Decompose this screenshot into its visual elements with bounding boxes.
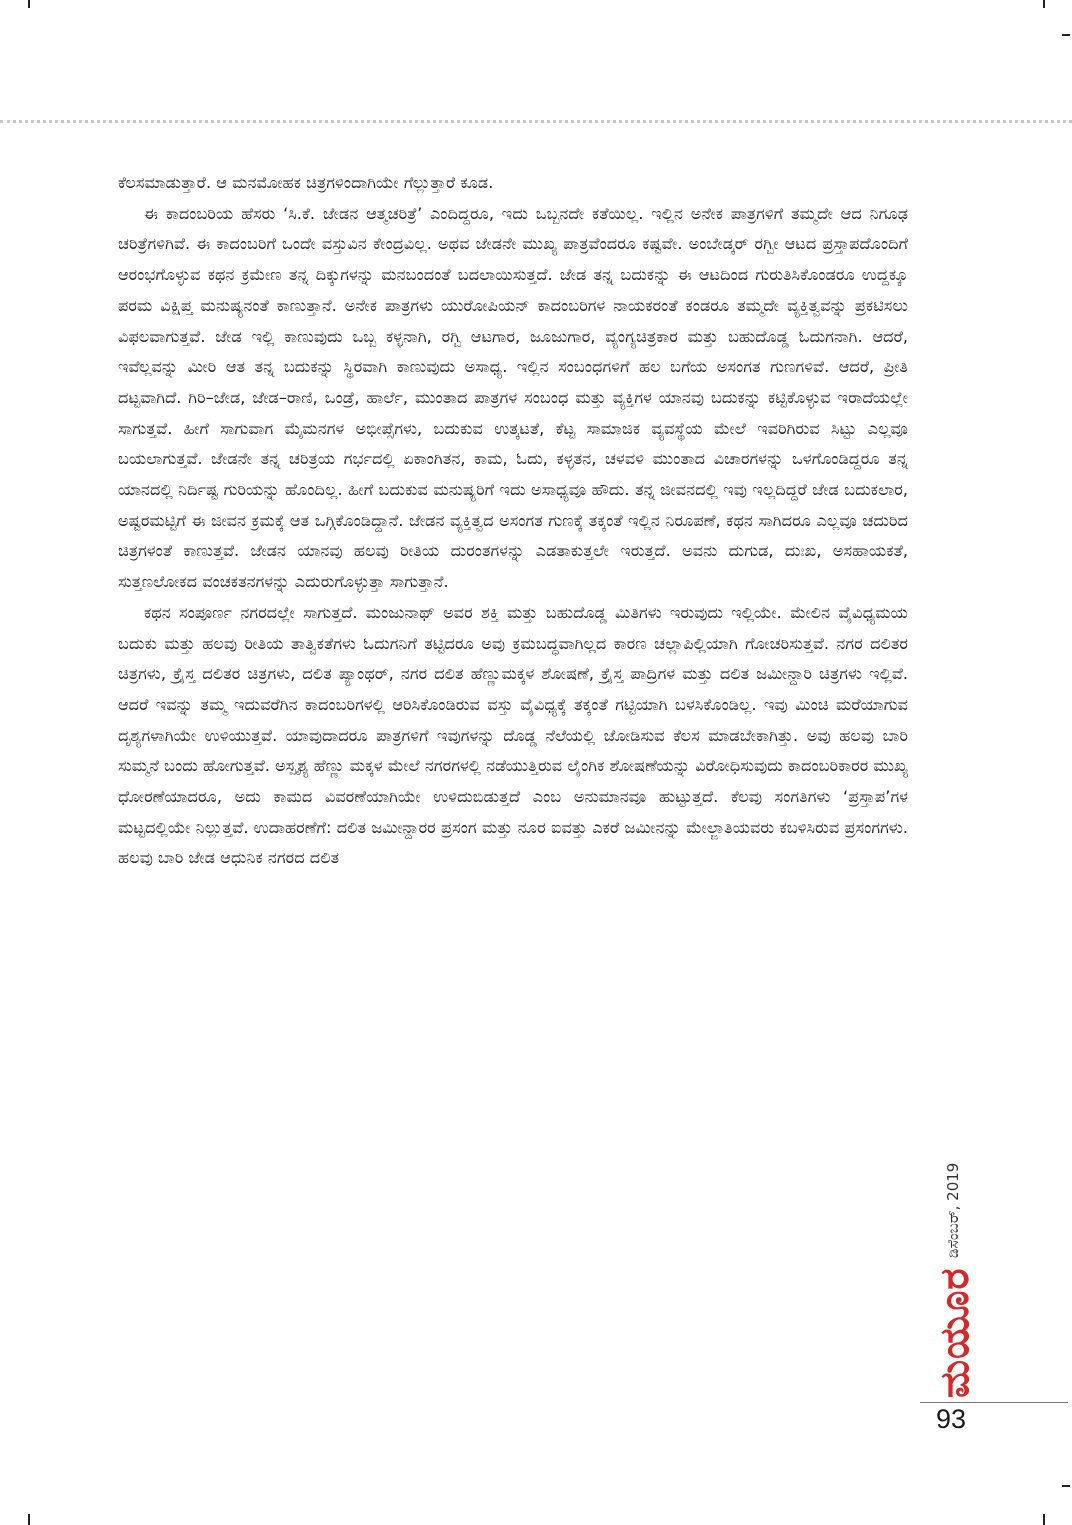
article-paragraph-2: ಈ ಕಾದಂಬರಿಯ ಹೆಸರು ‘ಸಿ.ಕೆ. ಜೇಡನ ಆತ್ಮಚರಿತ್ರೆ’ ಎಂದಿದ್ದರೂ, ಇದು ಒಬ್ಬನದೇ ಕತೆಯಿಲ್ಲ. ಇಲ್ಲಿನ ಅನೇಕ ಪಾತ್ರಗಳಿಗೆ ತಮ್ಮದೇ ಆದ ನಿಗೂಢ ಚರಿತ್ರೆಗಳಿಗಿವೆ. ಈ ಕಾದಂಬರಿಗೆ ಒಂದೇ ವಸ್ತುವಿನ ಕೇಂದ್ರವಿಲ್ಲ. ಅಥವ ಜೇಡನೇ ಮುಖ್ಯ ಪಾತ್ರವೆಂದರೂ ಕಷ್ಟವೇ. ಅಂಬೇಡ್ಕರ್ ರಗ್ಬೀ ಆಟದ ಪ್ರಸ್ತಾಪದೊಂದಿಗೆ ಆರಂಭಗೊಳ್ಳುವ ಕಥನ ಕ್ರಮೇಣ ತನ್ನ ದಿಕ್ಕುಗಳನ್ನು ಮನಬಂದಂತೆ ಬದಲಾಯಿಸುತ್ತದೆ. ಜೇಡ ತನ್ನ ಬದುಕನ್ನು ಈ ಆಟದಿಂದ ಗುರುತಿಸಿಕೊಂಡರೂ ಉದ್ದಕ್ಕೂ ಪರಮ ವಿಕ್ಷಿಪ್ತ ಮನುಷ್ಯನಂತೆ ಕಾಣುತ್ತಾನೆ. ಅನೇಕ ಪಾತ್ರಗಳು ಯುರೋಪಿಯನ್ ಕಾದಂಬರಿಗಳ ನಾಯಕರಂತೆ ಕಂಡರೂ ತಮ್ಮದೇ ವ್ಯಕ್ತಿತ್ವವನ್ನು ಪ್ರಕಟಿಸಲು ವಿಫಲವಾಗುತ್ತವೆ. ಜೇಡ ಇಲ್ಲಿ ಕಾಣುವುದು ಒಬ್ಬ ಕಳ್ಳನಾಗಿ, ರಗ್ಬಿ ಆಟಗಾರ, ಜೂಜುಗಾರ, ವ್ಯಂಗ್ಯಚಿತ್ರಕಾರ ಮತ್ತು ಬಹುದೊಡ್ಡ ಓದುಗನಾಗಿ. ಆದರೆ, ಇವೆಲ್ಲವನ್ನು ಮೀರಿ ಆತ ತನ್ನ ಬದುಕನ್ನು ಸ್ಥಿರವಾಗಿ ಕಾಣುವುದು ಅಸಾಧ್ಯ. ಇಲ್ಲಿನ ಸಂಬಂಧಗಳಿಗೆ ಹಲ ಬಗೆಯ ಅಸಂಗತ ಗುಣಗಳಿವೆ. ಆದರೆ, ಪ್ರೀತಿ ದಟ್ಟವಾಗಿದೆ. ಗಿರಿ–ಜೇಡ, ಜೇಡ–ರಾಣಿ, ಒಂಡ್ರೆ, ಹಾರ್ಲೆ, ಮುಂತಾದ ಪಾತ್ರಗಳ ಸಂಬಂಧ ಮತ್ತು ವ್ಯಕ್ತಿಗಳ ಯಾನವು ಬದುಕನ್ನು ಕಟ್ಟಿಕೊಳ್ಳುವ ಇರಾದೆಯಲ್ಲೇ ಸಾಗುತ್ತವೆ. ಹೀಗೆ ಸಾಗುವಾಗ ಮೈಮನಗಳ ಅಭೀಪ್ಸೆಗಳು, ಬದುಕುವ ಉತ್ಕಟತೆ, ಕೆಟ್ಟ ಸಾಮಾಜಿಕ ವ್ಯವಸ್ಥೆಯ ಮೇಲೆ ಇವರಿಗಿರುವ ಸಿಟ್ಟು ಎಲ್ಲವೂ ಬಯಲಾಗುತ್ತವೆ. ಜೇಡನೇ ತನ್ನ ಚರಿತ್ರಯ ಗರ್ಭದಲ್ಲಿ ಏಕಾಂಗಿತನ, ಕಾಮ, ಓದು, ಕಳ್ಳತನ, ಚಳವಳಿ ಮುಂತಾದ ವಿಚಾರಗಳನ್ನು ಒಳಗೊಂಡಿದ್ದರೂ ತನ್ನ ಯಾನದಲ್ಲಿ ನಿರ್ದಿಷ್ಟ ಗುರಿಯನ್ನು ಹೊಂದಿಲ್ಲ. ಹೀಗೆ ಬದುಕುವ ಮನುಷ್ಯರಿಗೆ ಇದು ಅಸಾಧ್ಯವೂ ಹೌದು. ತನ್ನ ಜೀವನದಲ್ಲಿ ಇವು ಇಲ್ಲದಿದ್ದರೆ ಜೇಡ ಬದುಕಲಾರ, ಅಷ್ಟರಮಟ್ಟಿಗೆ ಈ ಜೀವನ ಕ್ರಮಕ್ಕೆ ಆತ ಒಗ್ಗಿಕೊಂಡಿದ್ದಾನೆ. ಜೇಡನ ವ್ಯಕ್ತಿತ್ವದ ಅಸಂಗತ ಗುಣಕ್ಕೆ ತಕ್ಕಂತೆ ಇಲ್ಲಿನ ನಿರೂಪಣೆ, ಕಥನ ಸಾಗಿದರೂ ಎಲ್ಲವೂ ಚದುರಿದ ಚಿತ್ರಗಳಂತೆ ಕಾಣುತ್ತವೆ. ಜೇಡನ ಯಾನವು ಹಲವು ರೀತಿಯ ದುರಂತಗಳನ್ನು ಎಡತಾಕುತ್ತಲೇ ಇರುತ್ತದೆ. ಅವನು ದುಗುಡ, ದುಃಖ, ಅಸಹಾಯಕತೆ, ಸುತ್ತಣಲೋಕದ ವಂಚಕತನಗಳನ್ನು ಎದುರುಗೊಳ್ಳುತ್ತಾ ಸಾಗುತ್ತಾನೆ.	[118, 203, 908, 592]
article-paragraph-3: ಕಥನ ಸಂಪೂರ್ಣ ನಗರದಲ್ಲೇ ಸಾಗುತ್ತದೆ. ಮಂಜುನಾಥ್ ಅವರ ಶಕ್ತಿ ಮತ್ತು ಬಹುದೊಡ್ಡ ಮಿತಿಗಳು ಇರುವುದು ಇಲ್ಲಿಯೇ. ಮೇಲಿನ ವೈವಿಧ್ಯಮಯ ಬದುಕು ಮತ್ತು ಹಲವು ರೀತಿಯ ತಾತ್ವಿಕತೆಗಳು ಓದುಗನಿಗೆ ತಟ್ಟಿದರೂ ಅವು ಕ್ರಮಬದ್ಧವಾಗಿಲ್ಲದ ಕಾರಣ ಚಲ್ಲಾಪಿಲ್ಲಿಯಾಗಿ ಗೋಚರಿಸುತ್ತವೆ. ನಗರ ದಲಿತರ ಚಿತ್ರಗಳು, ಕ್ರೈಸ್ತ ದಲಿತರ ಚಿತ್ರಗಳು, ದಲಿತ ಪ್ಯಾಂಥರ್, ನಗರ ದಲಿತ ಹೆಣ್ಣುಮಕ್ಕಳ ಶೋಷಣೆ, ಕ್ರೈಸ್ತ ಪಾದ್ರಿಗಳ ಮತ್ತು ದಲಿತ ಜಮೀನ್ದಾರಿ ಚಿತ್ರಗಳು ಇಲ್ಲಿವೆ. ಆದರೆ ಇವನ್ನು ತಮ್ಮ ಇದುವರೆಗಿನ ಕಾದಂಬರಿಗಳಲ್ಲಿ ಆರಿಸಿಕೊಂಡಿರುವ ವಸ್ತು ವೈವಿಧ್ಯಕ್ಕೆ ತಕ್ಕಂತೆ ಗಟ್ಟಿಯಾಗಿ ಬಳಸಿಕೊಂಡಿಲ್ಲ. ಇವು ಮಿಂಚಿ ಮರೆಯಾಗುವ ದೃಶ್ಯಗಳಾಗಿಯೇ ಉಳಿಯುತ್ತವೆ. ಯಾವುದಾದರೂ ಪಾತ್ರಗಳಿಗೆ ಇವುಗಳನ್ನು ದೊಡ್ಡ ನೆಲೆಯಲ್ಲಿ ಜೋಡಿಸುವ ಕೆಲಸ ಮಾಡಬೇಕಾಗಿತ್ತು. ಅವು ಹಲವು ಬಾರಿ ಸುಮ್ಮನೆ ಬಂದು ಹೋಗುತ್ತವೆ. ಅಸ್ಪೃಶ್ಯ ಹೆಣ್ಣು ಮಕ್ಕಳ ಮೇಲೆ ನಗರಗಳಲ್ಲಿ ನಡೆಯುತ್ತಿರುವ ಲೈಂಗಿಕ ಶೋಷಣೆಯನ್ನು ವಿರೋಧಿಸುವುದು ಕಾದಂಬರಿಕಾರರ ಮುಖ್ಯ ಧೋರಣೆಯಾದರೂ, ಅದು ಕಾಮದ ವಿವರಣೆಯಾಗಿಯೇ ಉಳಿದುಬಿಡುತ್ತದೆ ಎಂಬ ಅನುಮಾನವೂ ಹುಟ್ಟುತ್ತದೆ. ಕೆಲವು ಸಂಗತಿಗಳು ‘ಪ್ರಸ್ತಾಪ’ಗಳ ಮಟ್ಟದಲ್ಲಿಯೇ ನಿಲ್ಲುತ್ತವೆ. ಉದಾಹರಣೆಗೆ: ದಲಿತ ಜಮೀನ್ದಾರರ ಪ್ರಸಂಗ ಮತ್ತು ನೂರ ಐವತ್ತು ಎಕರೆ ಜಮೀನನ್ನು ಮೇಲ್ಜಾತಿಯವರು ಕಬಳಿಸಿರುವ ಪ್ರಸಂಗಗಳು. ಹಲವು ಬಾರಿ ಜೇಡ ಆಧುನಿಕ ನಗರದ ದಲಿತ	[118, 602, 908, 868]
page-number-rule	[920, 1402, 1068, 1403]
header-dotted-rule	[0, 120, 1072, 123]
crop-mark-bottom-right	[1043, 1514, 1045, 1525]
article-paragraph-1: ಕೆಲಸಮಾಡುತ್ತಾರೆ. ಆ ಮನಮೋಹಕ ಚಿತ್ರಗಳಿಂದಾಗಿಯೇ ಗೆಲ್ಲುತ್ತಾರೆ ಕೂಡ.	[118, 173, 494, 192]
magazine-logo: ಮಯೂರ	[932, 1267, 978, 1398]
crop-mark-top-right	[1043, 0, 1045, 8]
crop-mark-top-left	[28, 0, 30, 8]
crop-mark-right-upper	[1062, 34, 1070, 36]
article-body	[118, 168, 908, 874]
crop-mark-right-lower	[1062, 1485, 1070, 1487]
page-number: 93	[936, 1404, 967, 1434]
crop-mark-bottom-left	[28, 1514, 30, 1525]
issue-date: ಡಿಸೆಂಬರ್, 2019	[944, 1162, 962, 1258]
